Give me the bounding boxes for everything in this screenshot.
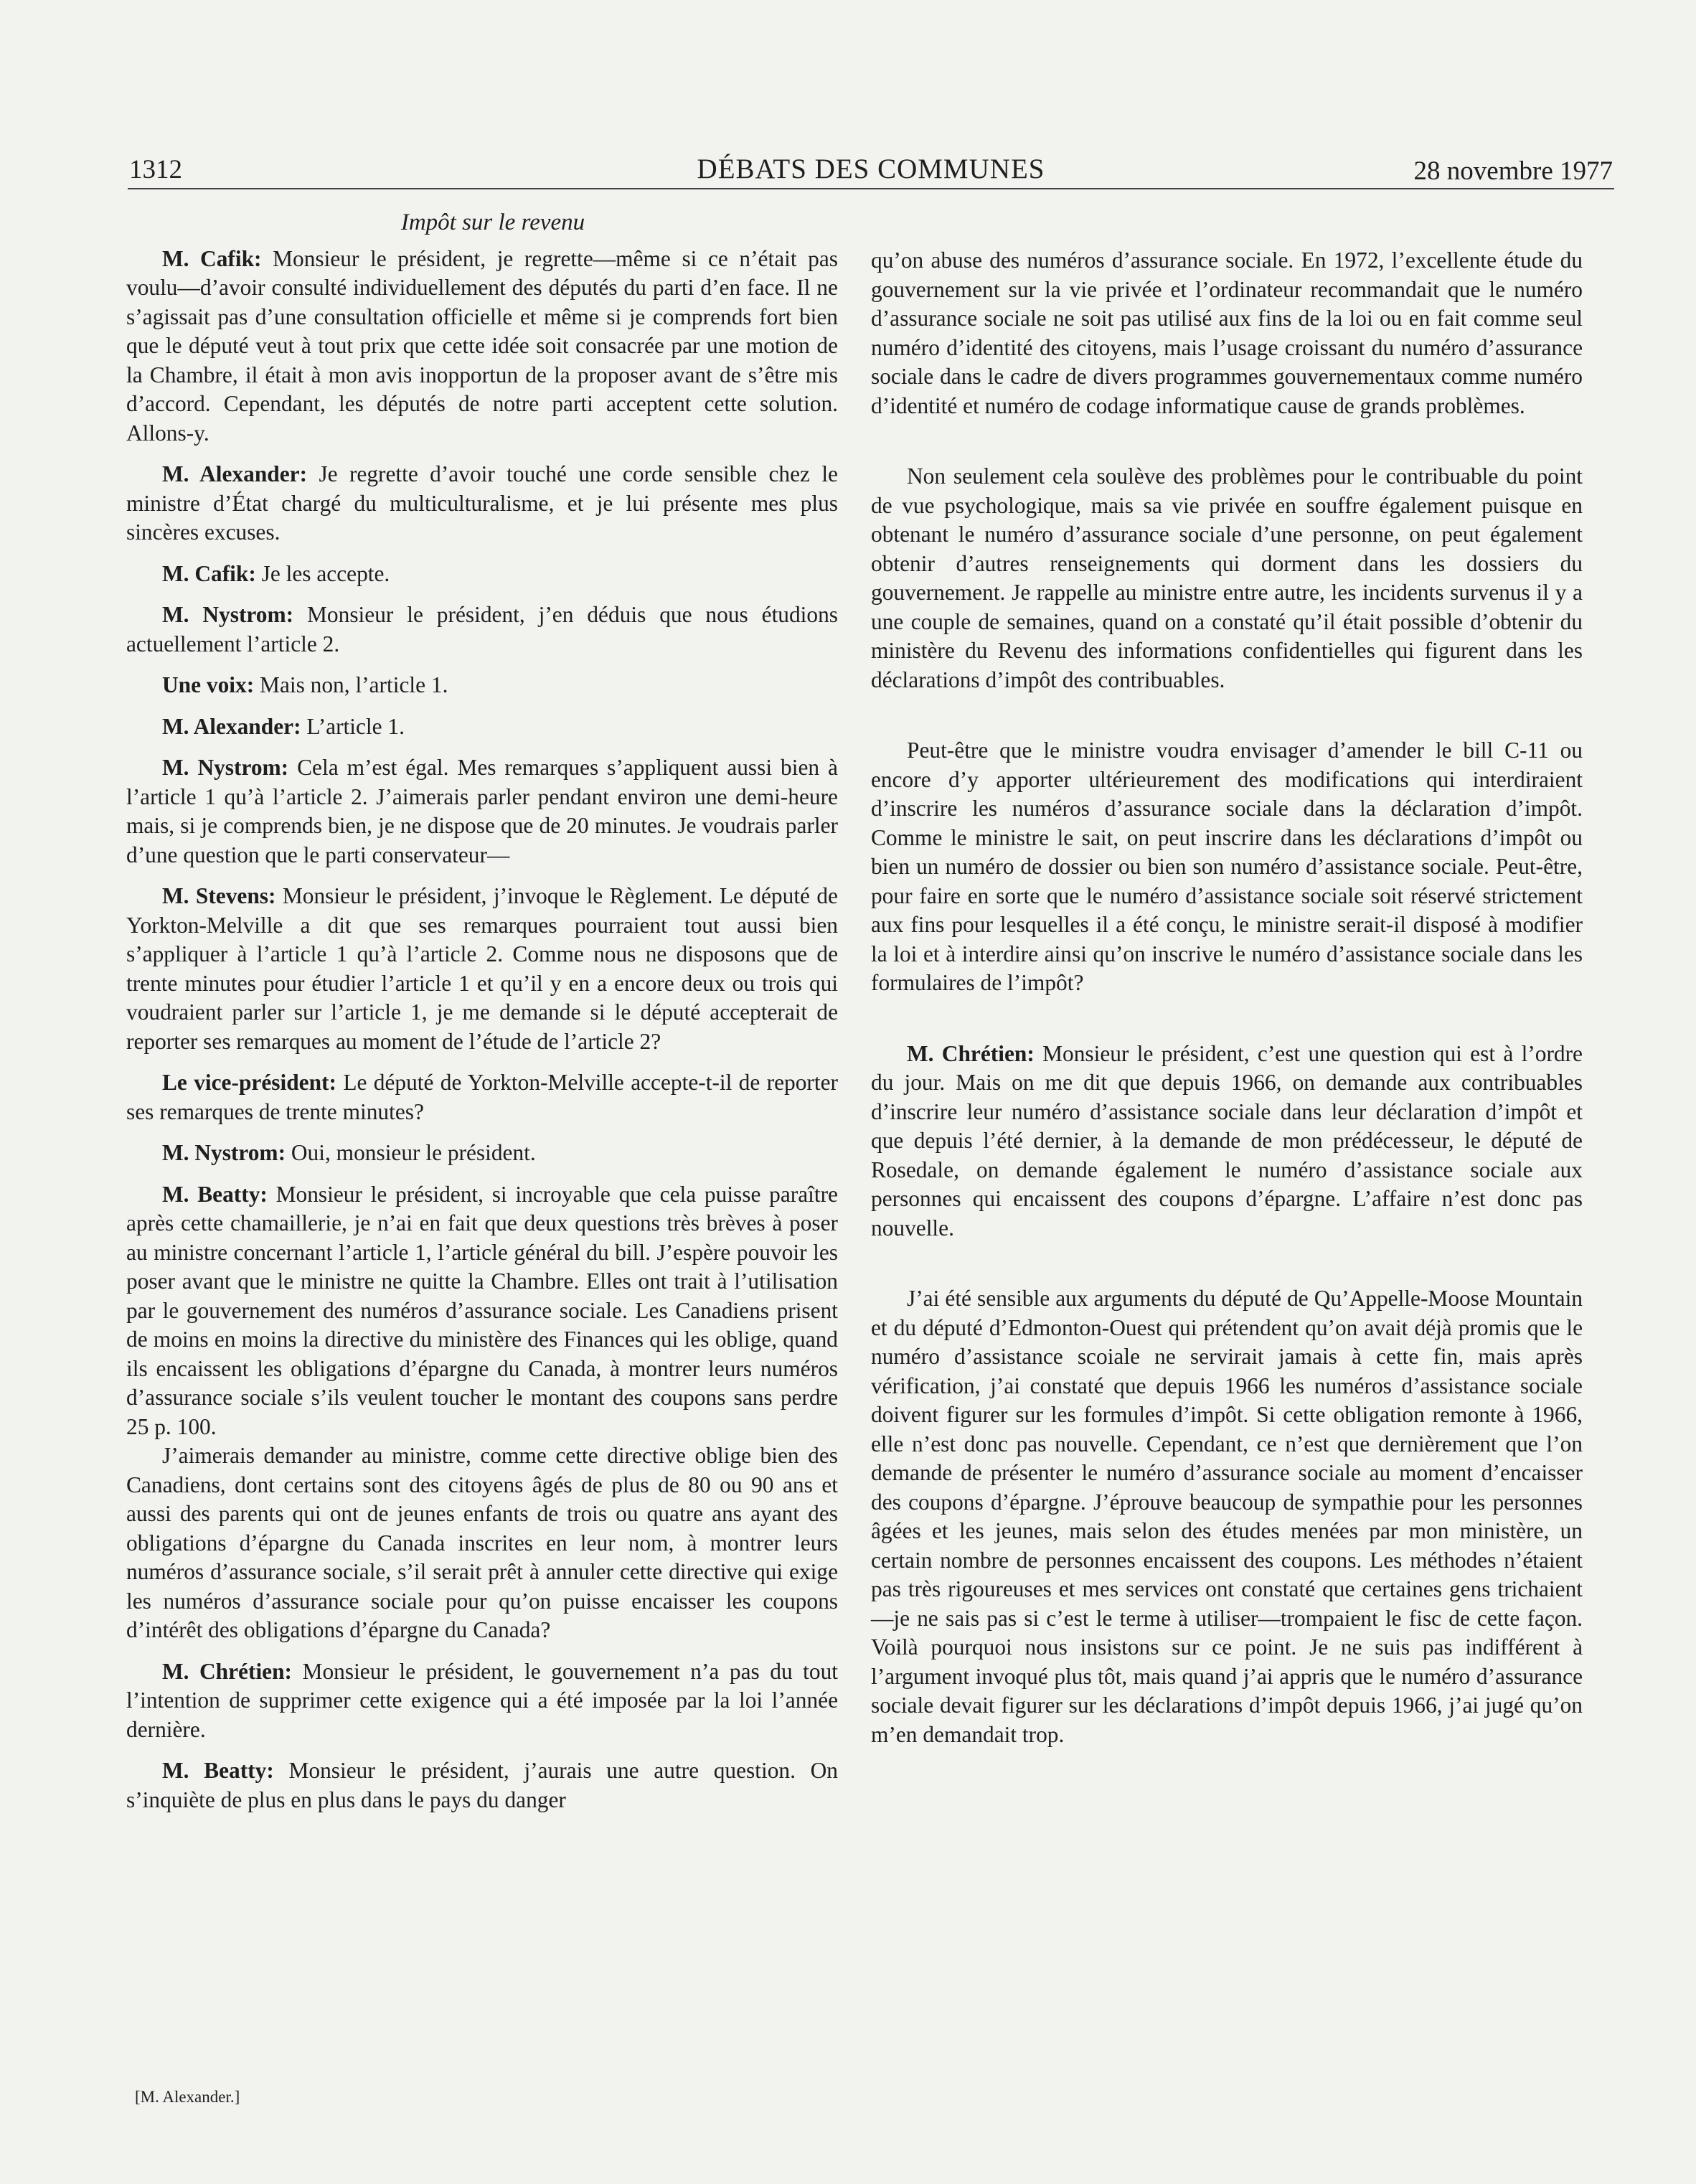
speaker-name: M. Chrétien: xyxy=(907,1040,1035,1066)
speaker-name: M. Alexander: xyxy=(162,461,308,486)
paragraph-text: Monsieur le président, le gouvernement n’a pas du tout l’intention de supprimer cette exigence qui a été imposée par la loi l’année dernière. xyxy=(126,1658,838,1742)
paragraph-text: L’article 1. xyxy=(306,713,405,739)
paragraph xyxy=(126,712,838,742)
speaker-name: Le vice-président: xyxy=(162,1070,336,1095)
paragraph-text: Monsieur le président, j’aurais une autre question. On s’inquiète de plus en plus dans le pays du danger xyxy=(126,1758,838,1812)
paragraph-text: Oui, monsieur le président. xyxy=(291,1140,536,1165)
paragraph xyxy=(126,560,838,589)
paragraph xyxy=(126,601,838,659)
paragraph xyxy=(871,1040,1583,1243)
speaker-name: M. Cafik: xyxy=(162,560,256,586)
paragraph-text: Monsieur le président, c’est une question qui est à l’ordre du jour. Mais on me dit que depuis 1966, on demande aux contribuables d’inscrire leur numéro d’assistance sociale dans leur déclaration d’impôt et que depuis l’été dernier, à la demande de mon prédécesseur, le député de Rosedale, on demande également le numéro d’assistance sociale aux personnes qui encaissent des coupons d’épargne. L’affaire n’est donc pas nouvelle. xyxy=(871,1040,1583,1241)
paragraph xyxy=(871,246,1583,420)
speaker-name: M. Stevens: xyxy=(162,883,276,908)
page-header xyxy=(128,143,1614,189)
paragraph-text: Monsieur le président, si incroyable que cela puisse paraître après cette chamaillerie, je n’ai en fait que deux questions très brèves à poser au ministre concernant l’article 1, l’article général du bill. J’espère pouvoir les poser avant que le ministre ne quitte la Chambre. Elles ont trait à l’utilisation par le gouvernement des numéros d’assurance sociale. Les Canadiens prisent de moins en moins la directive du ministère des Finances qui les oblige, quand ils encaissent les obligations d’épargne du Canada, à montrer leurs numéros d’assurance sociale s’ils veulent toucher le montant des coupons sans perdre 25 p. 100. xyxy=(126,1181,838,1439)
paragraph xyxy=(871,736,1583,998)
paragraph-text: Cela m’est égal. Mes remarques s’appliquent aussi bien à l’article 1 qu’à l’article 2. J’aimerais parler pendant environ une demi-heure mais, si je comprends bien, je ne dispose que de 20 minutes. Je voudrais parler d’une question que le parti conservateur— xyxy=(126,755,838,867)
paragraph xyxy=(126,1068,838,1126)
paragraph-text: Monsieur le président, je regrette—même si ce n’était pas voulu—d’avoir consulté individuellement des députés du parti d’en face. Il ne s’agissait pas d’une consultation officielle et même si je comprends fort bien que le député veut à tout prix que cette idée soit consacrée par une motion de la Chambre, il était à mon avis inopportun de la proposer avant de s’être mis d’accord. Cependant, les députés de notre parti acceptent cette solution. Allons-y. xyxy=(126,245,838,446)
page-title: DÉBATS DES COMMUNES xyxy=(697,154,1045,184)
paragraph xyxy=(126,882,838,1056)
paragraph-text: Non seulement cela soulève des problèmes pour le contribuable du point de vue psychologique, mais sa vie privée en souffre également puisque en obtenant le numéro d’assurance sociale d’une personne, on peut également obtenir d’autres renseignements qui dorment dans les dossiers du gouvernement. Je rappelle au ministre entre autre, les incidents survenus il y a une couple de semaines, quand on a constaté qu’il était possible d’obtenir du ministère du Revenu des informations confidentielles qui figurent dans les déclarations d’impôt des contribuables. xyxy=(871,463,1583,692)
speaker-name: M. Nystrom: xyxy=(162,755,289,780)
paragraph xyxy=(126,245,838,448)
speaker-name: M. Beatty: xyxy=(162,1758,274,1783)
paragraph xyxy=(871,1284,1583,1749)
right-column xyxy=(871,246,1583,1791)
paragraph xyxy=(126,671,838,700)
paragraph-text: Je regrette d’avoir touché une corde sensible chez le ministre d’État chargé du multiculturalisme, et je lui présente mes plus sincères excuses. xyxy=(126,461,838,545)
speaker-name: M. Chrétien: xyxy=(162,1658,293,1684)
paragraph xyxy=(126,1657,838,1745)
paragraph xyxy=(126,460,838,547)
paragraph-text: Monsieur le président, j’invoque le Règlement. Le député de Yorkton-Melville a dit que ses remarques pourraient tout aussi bien s’appliquer à l’article 1 qu’à l’article 2. Comme nous ne disposons que de trente minutes pour étudier l’article 1 et qu’il y en a encore deux ou trois qui voudraient parler sur l’article 1, je me demande si le député accepterait de reporter ses remarques au moment de l’étude de l’article 2? xyxy=(126,883,838,1054)
paragraph xyxy=(126,1180,838,1442)
paragraph-text: Mais non, l’article 1. xyxy=(260,672,448,697)
left-column xyxy=(126,208,838,1827)
footer-note: [M. Alexander.] xyxy=(135,2088,240,2106)
speaker-name: M. Nystrom: xyxy=(162,1140,286,1165)
speaker-name: M. Alexander: xyxy=(162,713,301,739)
paragraph xyxy=(126,1139,838,1168)
speaker-name: M. Cafik: xyxy=(162,245,262,271)
paragraph xyxy=(126,1441,838,1645)
page-date: 28 novembre 1977 xyxy=(1413,156,1613,186)
paragraph-text: Monsieur le président, j’en déduis que nous étudions actuellement l’article 2. xyxy=(126,602,839,656)
page-number: 1312 xyxy=(129,155,182,184)
speaker-name: M. Beatty: xyxy=(162,1181,268,1207)
paragraph-text: J’ai été sensible aux arguments du député de Qu’Appelle-Moose Mountain et du député d’Edmonton-Ouest qui prétendent qu’on avait déjà promis que le numéro d’assistance scoiale ne servirait jamais à cette fin, mais après vérification, j’ai constaté que depuis 1966 les numéros d’assistance sociale doivent figurer sur les formules d’impôt. Si cette obligation remonte à 1966, elle n’est donc pas nouvelle. Cependant, ce n’est que dernièrement que l’on demande de présenter le numéro d’assurance sociale au moment d’encaisser des coupons d’épargne. J’éprouve beaucoup de sympathie pour les personnes âgées et les jeunes, mais selon des études menées par mon ministère, un certain nombre de personnes encaissent des coupons. Les méthodes n’étaient pas très rigoureuses et mes services ont constaté que certaines gens trichaient—je ne sais pas si c’est le terme à utiliser—trompaient le fisc de cette façon. Voilà pourquoi nous insistons sur ce point. Je ne suis pas indifférent à l’argument invoqué plus tôt, mais quand j’ai appris que le numéro d’assurance sociale devait figurer sur les déclarations d’impôt depuis 1966, j’ai jugé qu’on m’en demandait trop. xyxy=(871,1286,1583,1747)
section-title: Impôt sur le revenu xyxy=(400,210,585,235)
paragraph xyxy=(871,462,1583,695)
paragraph-text: Le député de Yorkton-Melville accepte-t-il de reporter ses remarques de trente minutes? xyxy=(126,1070,838,1124)
paragraph-text: J’aimerais demander au ministre, comme cette directive oblige bien des Canadiens, dont certains sont des citoyens âgés de plus de 80 ou 90 ans et aussi des parents qui ont de jeunes enfants de trois ou quatre ans ayant des obligations d’épargne du Canada inscrites en leur nom, à montrer leurs numéros d’assurance sociale, s’il serait prêt à annuler cette directive qui exige les numéros d’assurance sociale pour qu’on puisse encaisser les coupons d’intérêt des obligations d’épargne du Canada? xyxy=(126,1443,838,1642)
paragraph xyxy=(126,753,838,870)
paragraph xyxy=(126,1756,838,1814)
speaker-name: M. Nystrom: xyxy=(162,602,294,627)
speaker-name: Une voix: xyxy=(162,672,255,697)
paragraph-text: Peut-être que le ministre voudra envisager d’amender le bill C-11 ou encore d’y apporter ultérieurement des modifications qui interdiraient d’inscrire les numéros d’assurance sociale dans la déclaration d’impôt. Comme le ministre le sait, on peut inscrire dans les déclarations d’impôt ou bien un numéro de dossier ou bien son numéro d’assistance sociale. Peut-être, pour faire en sorte que le numéro d’assistance sociale soit réservé strictement aux fins pour lesquelles il a été conçu, le ministre serait-il disposé à modifier la loi et à interdire ainsi qu’on inscrive le numéro d’assistance sociale dans les formulaires de l’impôt? xyxy=(871,738,1583,995)
paragraph-text: Je les accepte. xyxy=(261,560,390,586)
paragraph-text: qu’on abuse des numéros d’assurance sociale. En 1972, l’excellente étude du gouvernement sur la vie privée et l’ordinateur recommandait que le numéro d’assurance sociale ne soit pas utilisé aux fins de la loi ou en fait comme seul numéro d’identité des citoyens, mais l’usage croissant du numéro d’assurance sociale dans le cadre de divers programmes gouvernementaux comme numéro d’identité et numéro de codage informatique cause de grands problèmes. xyxy=(871,248,1583,418)
